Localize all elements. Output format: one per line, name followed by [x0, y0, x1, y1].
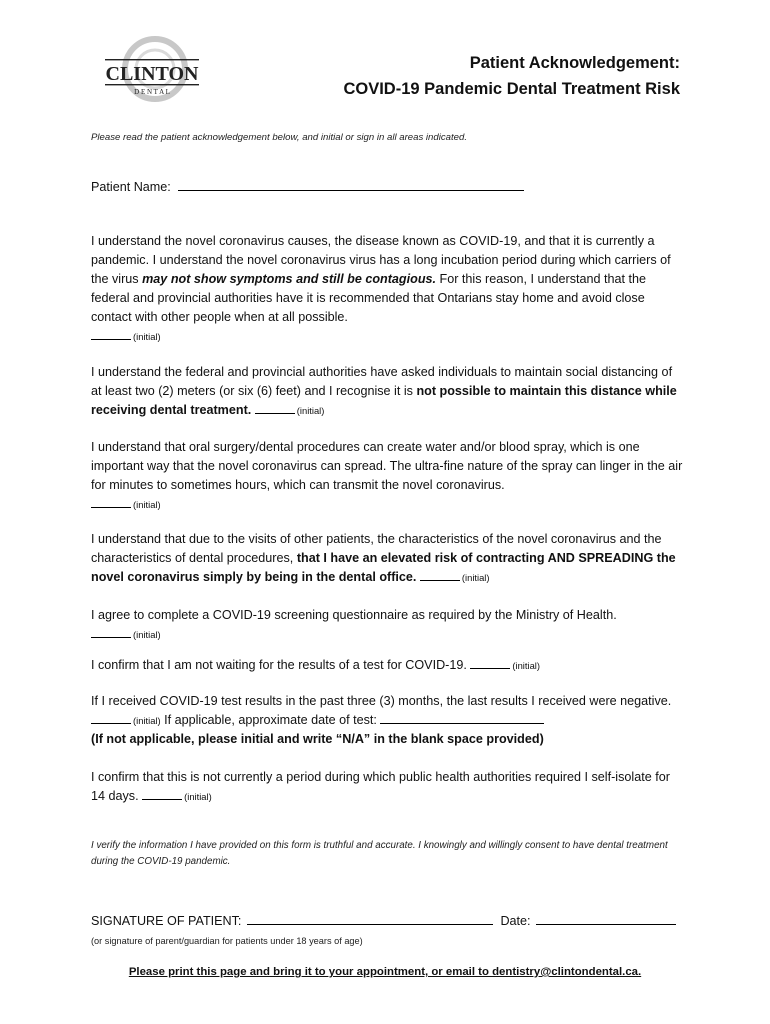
- acknowledgement-test-pending: [91, 656, 683, 675]
- initial-field-7[interactable]: [91, 713, 131, 724]
- initial-label: (initial): [296, 405, 325, 416]
- signature-row: [91, 912, 676, 928]
- title-line-2: COVID-19 Pandemic Dental Treatment Risk: [343, 80, 680, 98]
- p6-text: I confirm that I am not waiting for the results of a test for COVID-19.: [91, 658, 467, 672]
- test-date-label: If applicable, approximate date of test:: [164, 713, 377, 727]
- p7-text: If I received COVID-19 test results in the past three (3) months, the last results I received were negative.: [91, 694, 672, 708]
- acknowledgement-elevated-risk: [91, 530, 683, 587]
- patient-name-row: [91, 178, 524, 194]
- signature-field[interactable]: [247, 912, 493, 925]
- p1-text: I understand the novel coronavirus causes, the disease known as COVID-19, and that it is currently a pandemic. I understand the novel coronavirus virus has a long incubation period during which carriers of the virus: [91, 234, 671, 286]
- initial-label: (initial): [133, 715, 161, 726]
- initial-label: (initial): [133, 331, 161, 342]
- p4-text: I understand that due to the visits of other patients, the characteristics of the novel coronavirus and the characteristics of dental procedures,: [91, 532, 662, 565]
- patient-name-label: Patient Name:: [91, 180, 171, 194]
- initial-label: (initial): [133, 629, 161, 640]
- initial-field-4[interactable]: [420, 570, 460, 581]
- clinton-dental-logo: [98, 36, 208, 102]
- initial-field-3[interactable]: [91, 497, 131, 508]
- acknowledgement-self-isolation: [91, 768, 683, 806]
- logo-wordmark: CLINTON: [105, 63, 199, 85]
- date-label: Date:: [500, 914, 531, 928]
- initial-label: (initial): [461, 572, 490, 583]
- na-instruction: (If not applicable, please initial and write “N/A” in the blank space provided): [91, 732, 544, 746]
- logo-subtitle: D E N T A L: [134, 88, 170, 96]
- acknowledgement-screening: [91, 606, 683, 644]
- initial-field-6[interactable]: [470, 658, 510, 669]
- initial-field-2[interactable]: [255, 403, 295, 414]
- acknowledgement-spray: [91, 438, 683, 514]
- initial-field-1[interactable]: [91, 329, 131, 340]
- acknowledgement-incubation: [91, 232, 683, 346]
- p2-emphasis: not possible to maintain this distance while receiving dental treatment.: [91, 384, 677, 417]
- initial-label: (initial): [133, 499, 161, 510]
- test-date-field[interactable]: [380, 711, 544, 724]
- intro-instructions: Please read the patient acknowledgement below, and initial or sign in all areas indicated.: [91, 132, 467, 143]
- p8-text: I confirm that this is not currently a period during which public health authorities required I self-isolate for 14 days.: [91, 770, 670, 803]
- patient-name-field[interactable]: [178, 178, 524, 191]
- footer-instructions: Please print this page and bring it to your appointment, or email to dentistry@clintondental.ca.: [128, 966, 642, 978]
- p1-emphasis: may not show symptoms and still be contagious.: [142, 272, 437, 286]
- signature-label: SIGNATURE OF PATIENT:: [91, 914, 242, 928]
- initial-field-8[interactable]: [142, 789, 182, 800]
- signature-note: (or signature of parent/guardian for patients under 18 years of age): [91, 936, 363, 946]
- page-title: [343, 50, 680, 102]
- acknowledgement-test-results: [91, 692, 683, 749]
- p4-emphasis: that I have an elevated risk of contracting AND SPREADING the novel coronavirus simply by being in the dental office.: [91, 551, 676, 584]
- title-line-1: Patient Acknowledgement:: [469, 54, 680, 72]
- acknowledgement-distancing: [91, 363, 683, 420]
- p3-text: I understand that oral surgery/dental procedures can create water and/or blood spray, which is one important way that the novel coronavirus can spread. The ultra-fine nature of the spray can linger in the air for minutes to sometimes hours, which can transmit the novel coronavirus.: [91, 440, 683, 492]
- p5-text: I agree to complete a COVID-19 screening questionnaire as required by the Ministry of Health.: [91, 608, 617, 622]
- verification-statement: I verify the information I have provided on this form is truthful and accurate. I knowingly and willingly consent to have dental treatment during the COVID-19 pandemic.: [91, 840, 668, 867]
- p2-text: I understand the federal and provincial authorities have asked individuals to maintain social distancing of at least two (2) meters (or six (6) feet) and I recognise it is: [91, 365, 673, 398]
- initial-label: (initial): [512, 660, 540, 671]
- initial-field-5[interactable]: [91, 627, 131, 638]
- date-field[interactable]: [536, 912, 676, 925]
- initial-label: (initial): [184, 791, 212, 802]
- p1-text-2: For this reason, I understand that the federal and provincial authorities have it is recommended that Ontarians stay home and avoid close contact with other people when at all possible.: [91, 272, 647, 324]
